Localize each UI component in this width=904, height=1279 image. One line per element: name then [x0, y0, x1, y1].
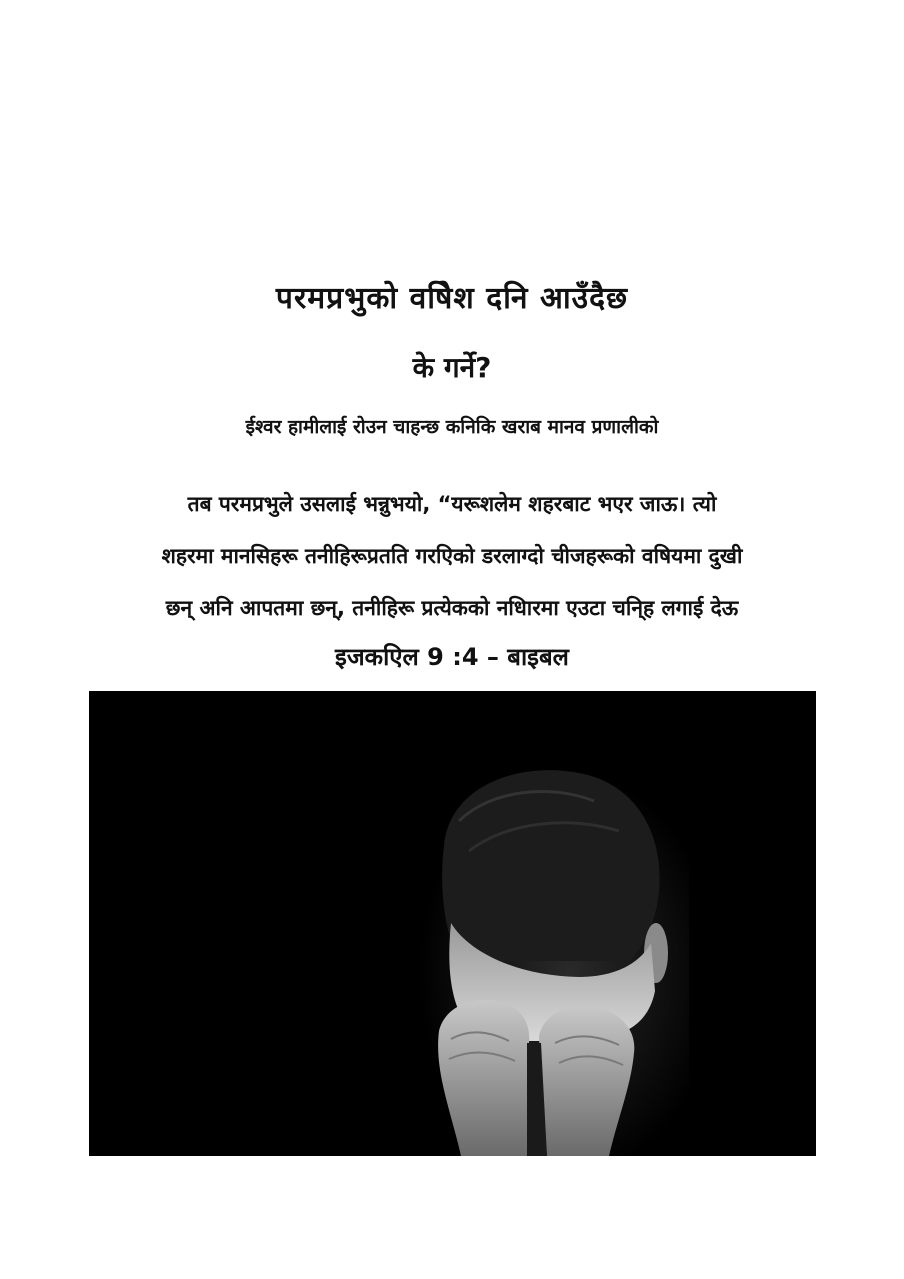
scripture-quote	[20, 478, 884, 634]
scripture-line: तब परमप्रभुले उसलाई भन्नुभयो, “यरूशलेम शहरबाट भएर जाऊ। त्यो	[187, 492, 717, 516]
page-title: परमप्रभुको वषिेश दनि आउँदैछ	[275, 281, 629, 316]
scripture-line: छन् अनि आपतमा छन्, तनीहिरू प्रत्येकको नधिारमा एउटा चनि्ह लगाई देऊ	[165, 596, 739, 620]
tagline: ईश्वर हामीलाई रोउन चाहन्छ कनिकि खराब मानव प्रणालीको	[245, 416, 659, 438]
grieving-man-illustration	[89, 691, 816, 1156]
grieving-man-photo	[89, 691, 816, 1156]
page-subtitle: के गर्ने?	[412, 351, 492, 384]
scripture-line: शहरमा मानसिहरू तनीहिरूप्रतति गरएिको डरलाग्दो चीजहरूको वषियमा दुखी	[161, 544, 743, 568]
scripture-reference: इजकएिल 9 :4 – बाइबल	[335, 643, 569, 671]
